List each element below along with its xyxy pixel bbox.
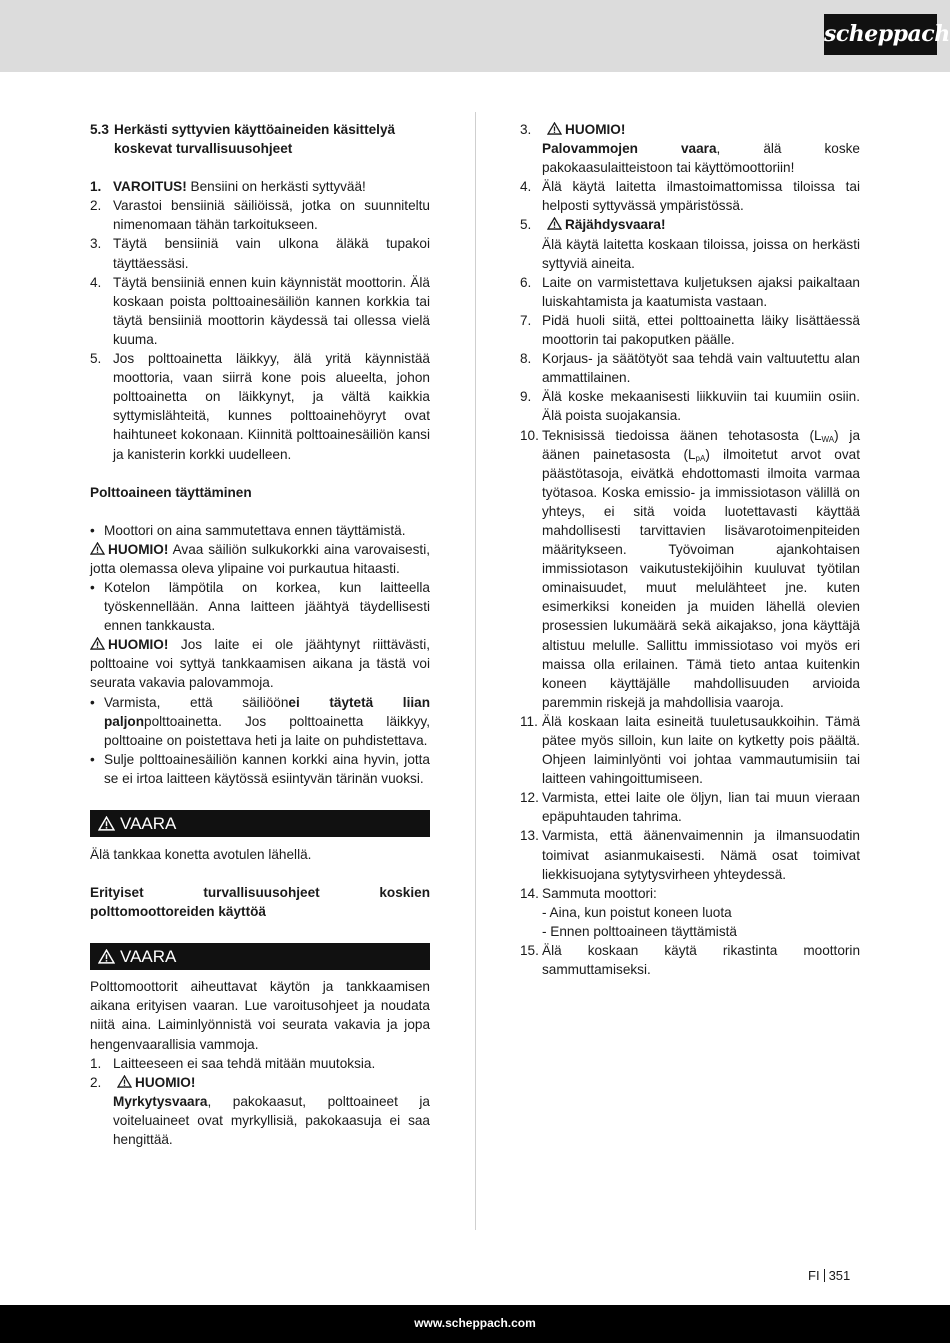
list-item: 6. Laite on varmistettava kuljetuksen ajaksi paikaltaan luiskahtamista ja kaatumista vastaan. [520, 274, 860, 309]
notice-paragraph: HUOMIO! Avaa säiliön sulkukorkki aina varovaisesti, jotta olemassa oleva ylipaine voi purkautua hitaasti. [90, 541, 430, 576]
list-item: 3. Täytä bensiiniä vain ulkona äläkä tupakoi täyttäessäsi. [90, 236, 430, 271]
list-item: 13. Varmista, että äänenvaimennin ja ilmansuodatin toimivat asianmukaisesti. Nämä osat toimivat liekkisuojana sytytysvirheen yhteydessä. [520, 828, 860, 882]
footer-band [0, 1305, 950, 1343]
section-number: 5.3 [90, 122, 109, 137]
list-item: 1. Laitteeseen ei saa tehdä mitään muutoksia. [90, 1055, 376, 1071]
list-item: 5. Jos polttoainetta läikkyy, älä yritä käynnistää moottoria, vaan siirrä kone pois alueelta, johon polttoainetta on läikkynyt, ja vältä kaikkia syttymislähteitä, kunnes polttoainehöyryt ovat haihtuneet kokonaan. Kiinnitä polttoainesäiliön kansi ja kanisterin korkki uudelleen. [90, 351, 430, 462]
engine-heading: Erityiset turvallisuusohjeet koskien polttomoottoreiden käyttöä [90, 885, 430, 920]
bullet-item: • Kotelon lämpötila on korkea, kun laitteella työskennellään. Anna laitteen jäähtyä täydellisesti ennen tankkausta. [90, 579, 430, 634]
list-item: 5. Räjähdysvaara! Älä käytä laitetta koskaan tiloissa, joissa on herkästi syttyviä aineita. [520, 217, 860, 271]
list-item: 12. Varmista, ettei laite ole öljyn, lian tai muun vieraan epäpuhtauden tahrima. [520, 790, 860, 825]
list-item: 4. Älä käytä laitetta ilmastoimattomissa tiloissa tai helposti syttyvässä ympäristössä. [520, 179, 860, 214]
warning-triangle-icon [90, 637, 105, 650]
page-number-value: 351 [828, 1268, 851, 1283]
warning-triangle-icon [90, 542, 105, 555]
warning-triangle-icon [98, 949, 115, 964]
danger-banner: VAARA [90, 943, 430, 970]
website-link[interactable]: www.scheppach.com [414, 1316, 536, 1330]
list-item: 15. Älä koskaan käytä rikastinta moottorin sammuttamiseksi. [520, 943, 860, 978]
section-heading [90, 120, 430, 158]
list-item: 14. Sammuta moottori: - Aina, kun poistut koneen luota - Ennen polttoaineen täyttämistä [520, 885, 737, 939]
column-divider [475, 112, 476, 1230]
warning-triangle-icon [547, 122, 562, 135]
left-column [90, 120, 430, 1149]
list-item: 9. Älä koske mekaanisesti liikkuviin tai kuumiin osiin. Älä poista suojakansia. [520, 389, 860, 424]
section-title: Herkästi syttyvien käyttöaineiden käsittelyä koskevat turvallisuusohjeet [114, 122, 396, 157]
list-item: 8. Korjaus- ja säätötyöt saa tehdä vain valtuutettu alan ammattilainen. [520, 351, 860, 386]
warning-label: VAROITUS! [113, 179, 187, 195]
list-item: 10. Teknisissä tiedoissa äänen tehotasosta $(L_{WA})$ ja äänen painetasosta $(L_{pA})$ ilmoitetut arvot ovat päästötasoja, eivätkä ehdottomasti ilmoita varmaa työtasoa. Koska emissio- ja immissiotason välillä on yhteys, ei sitä voida luotettavasti käyttää mahdollisesti tarvittavien lisävarotoimenpiteiden määritykseen. Työvoiman ajankohtaisen immissiotason vaikutustekijöihin kuuluvat työtilan ominaisuudet, muut melulähteet jne. kuten esimerkiksi koneiden ja muiden lähellä olevien prosessien lukumäärä sekä aikajakso, jona käyttäjä altistuu melulle. Sallittu immissiotaso voi myös eri maissa olla erilainen. Tämä tieto antaa kuitenkin koneen käyttäjälle mahdollisuuden arvioida paremmin riskejä ja mahdollisia vaaroja. [520, 427, 860, 710]
right-column [520, 120, 860, 979]
warning-triangle-icon [117, 1075, 132, 1088]
bullet-item: • Varmista, että säiliöönei täytetä liian paljonpolttoainetta. Jos polttoainetta läikkyy, polttoaine on poistettava heti ja laite on puhdistettava. [90, 694, 430, 748]
list-item: 2. Varastoi bensiiniä säiliöissä, jotka on suunniteltu nimenomaan tähän tarkoitukseen. [90, 198, 430, 233]
danger-text: Älä tankkaa konetta avotulen lähellä. [90, 847, 312, 862]
warning-triangle-icon [547, 217, 562, 230]
warning-triangle-icon [98, 816, 115, 831]
sub-item: - Aina, kun poistut koneen luota [542, 904, 732, 920]
danger-text: Polttomoottorit aiheuttavat käytön ja tankkaamisen aikana erityisen vaaran. Lue varoitusohjeet ja noudata niitä aina. Laiminlyönnistä voi seurata vakavia ja jopa hengenvaarallisia vammoja. [90, 979, 430, 1052]
list-item: 11. Älä koskaan laita esineitä tuuletusaukkoihin. Tämä pätee myös silloin, kun laite on kytketty pois päältä. Ohjeen laiminlyönti voi johtaa vammautumisiin tai laitteen vahingoittumiseen. [520, 713, 860, 787]
list-item: 3. HUOMIO! Palovammojen vaara, älä koske pakokaasulaitteistoon tai käyttömoottoriin! [520, 122, 860, 176]
danger-banner: VAARA [90, 810, 430, 837]
refuel-heading: Polttoaineen täyttäminen [90, 484, 252, 500]
sub-item: - Ennen polttoaineen täyttämistä [542, 923, 737, 939]
page-number [808, 1266, 850, 1285]
list-item: 7. Pidä huoli siitä, ettei polttoainetta läiky lisättäessä moottorin tai pakoputken päälle. [520, 312, 860, 348]
bullet-item: • Sulje polttoainesäiliön kannen korkki aina hyvin, jotta se ei irtoa laitteen käytössä esiintyvän tärinän vuoksi. [90, 751, 430, 786]
header-band [0, 0, 950, 72]
notice-paragraph: HUOMIO! Jos laite ei ole jäähtynyt riittävästi, polttoaine voi syttyä tankkaamisen aikana ja tästä voi seurata vakavia palovammoja. [90, 637, 430, 691]
list-item: 1. VAROITUS! Bensiini on herkästi syttyvää! [90, 179, 366, 195]
list-item: 4. Täytä bensiiniä ennen kuin käynnistät moottorin. Älä koskaan poista polttoainesäiliön kannen korkkia tai täytä bensiiniä moottorin käydessä tai ollessa vielä kuuma. [90, 274, 430, 347]
list-item: 2. HUOMIO! Myrkytysvaara, pakokaasut, polttoaineet ja voiteluaineet ovat myrkyllisiä, pakokaasuja ei saa hengittää. [90, 1074, 430, 1148]
language-code: FI [808, 1268, 820, 1283]
bullet-item: • Moottori on aina sammutettava ennen täyttämistä. [90, 522, 406, 538]
brand-logo: scheppach [824, 14, 937, 55]
